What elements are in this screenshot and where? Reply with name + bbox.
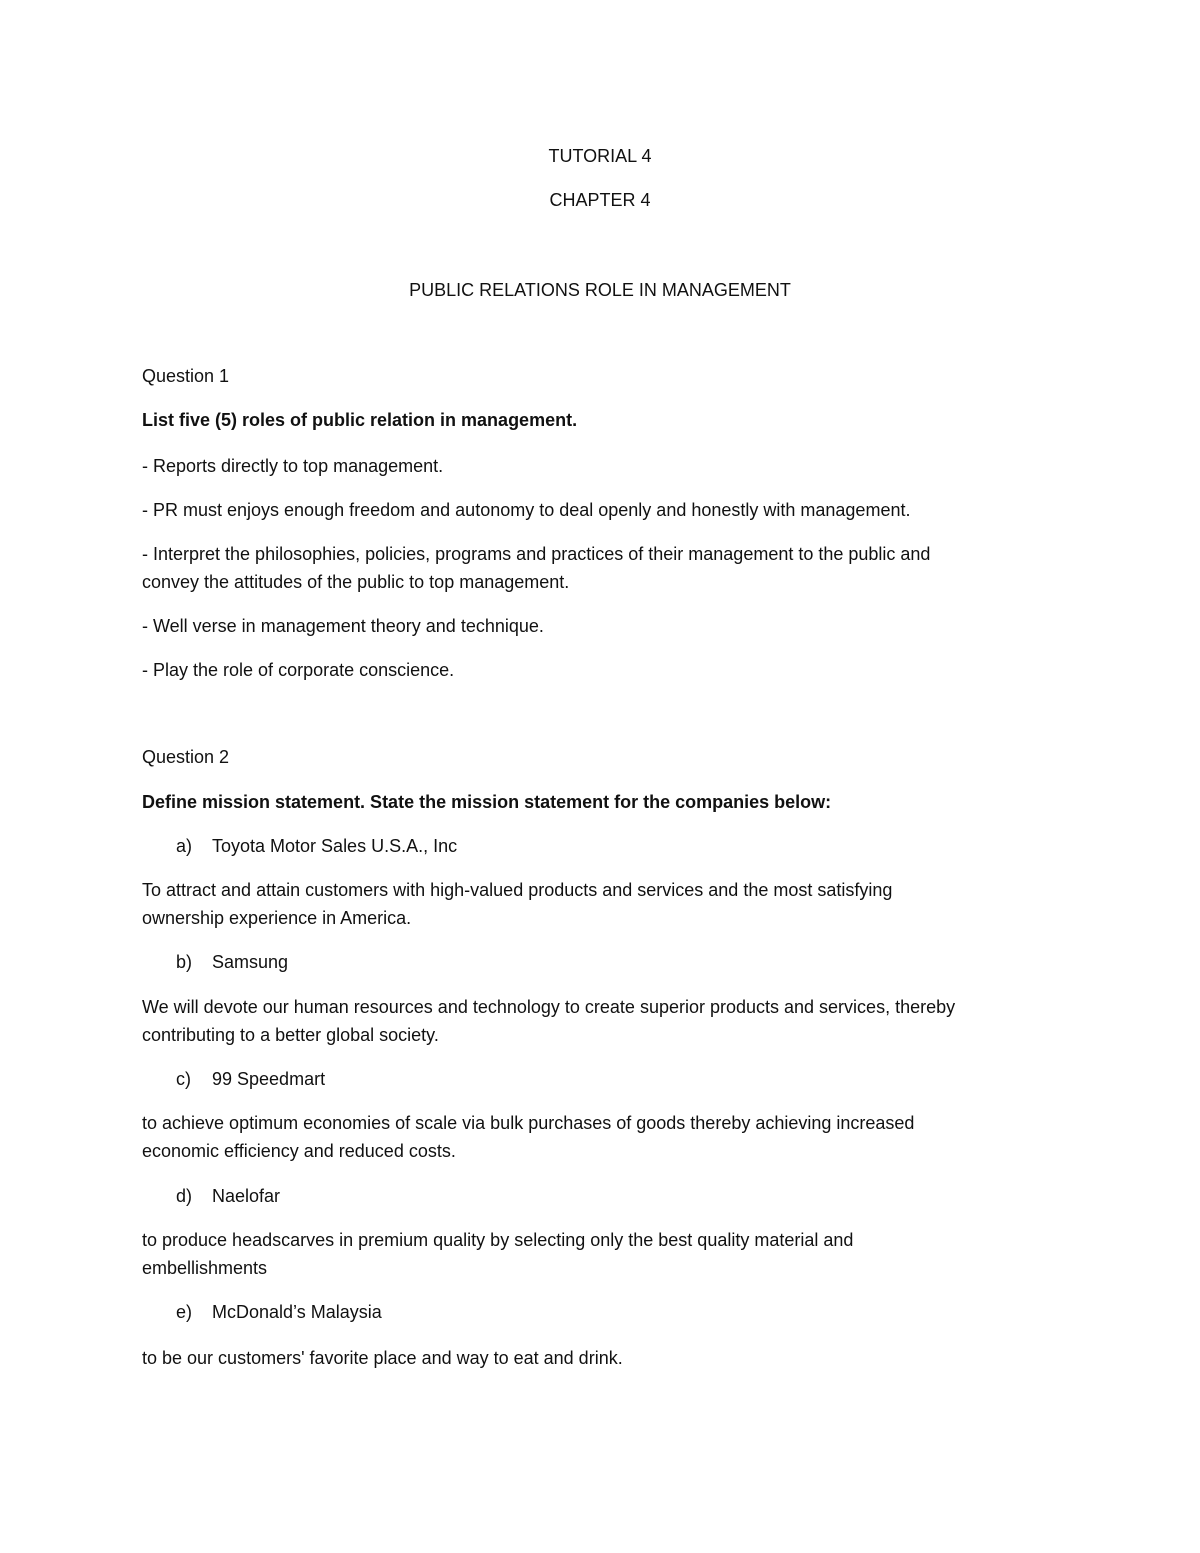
q1-answer-3: - Interpret the philosophies, policies, programs and practices of their management to the public and <box>142 544 931 564</box>
item-e-letter: e) <box>176 1302 193 1322</box>
q1-answer-2: - PR must enjoys enough freedom and autonomy to deal openly and honestly with management. <box>142 500 911 520</box>
item-a-mission-line-2: ownership experience in America. <box>142 908 412 928</box>
q1-answer-5: - Play the role of corporate conscience. <box>142 660 455 680</box>
item-c-company: 99 Speedmart <box>212 1069 326 1089</box>
question-1-heading: Question 1 <box>142 366 230 386</box>
item-a-company: Toyota Motor Sales U.S.A., Inc <box>212 836 458 856</box>
chapter-title: CHAPTER 4 <box>549 190 651 210</box>
item-c-mission-line-1: to achieve optimum economies of scale via bulk purchases of goods thereby achieving increased <box>142 1113 915 1133</box>
question-2-heading: Question 2 <box>142 747 230 767</box>
item-d-mission-line-2: embellishments <box>142 1258 268 1278</box>
q1-answer-4: - Well verse in management theory and technique. <box>142 616 544 636</box>
question-1-prompt: List five (5) roles of public relation in management. <box>142 410 578 430</box>
item-b-company: Samsung <box>212 952 289 972</box>
item-a-mission-line-1: To attract and attain customers with high-valued products and services and the most satisfying <box>142 880 893 900</box>
item-e-mission-line-1: to be our customers' favorite place and way to eat and drink. <box>142 1348 623 1368</box>
q1-answer-3-continued: convey the attitudes of the public to top management. <box>142 572 570 592</box>
item-d-company: Naelofar <box>212 1186 281 1206</box>
question-2-prompt: Define mission statement. State the mission statement for the companies below: <box>142 792 832 812</box>
q1-answer-1: - Reports directly to top management. <box>142 456 444 476</box>
tutorial-title: TUTORIAL 4 <box>548 146 652 166</box>
item-e-company: McDonald’s Malaysia <box>212 1302 382 1322</box>
item-c-letter: c) <box>176 1069 191 1089</box>
item-b-letter: b) <box>176 952 193 972</box>
item-c-mission-line-2: economic efficiency and reduced costs. <box>142 1141 456 1161</box>
item-d-letter: d) <box>176 1186 193 1206</box>
item-b-mission-line-2: contributing to a better global society. <box>142 1025 439 1045</box>
document-title: PUBLIC RELATIONS ROLE IN MANAGEMENT <box>409 280 791 300</box>
item-d-mission-line-1: to produce headscarves in premium quality by selecting only the best quality material and <box>142 1230 854 1250</box>
item-b-mission-line-1: We will devote our human resources and technology to create superior products and services, thereby <box>142 997 956 1017</box>
item-a-letter: a) <box>176 836 193 856</box>
